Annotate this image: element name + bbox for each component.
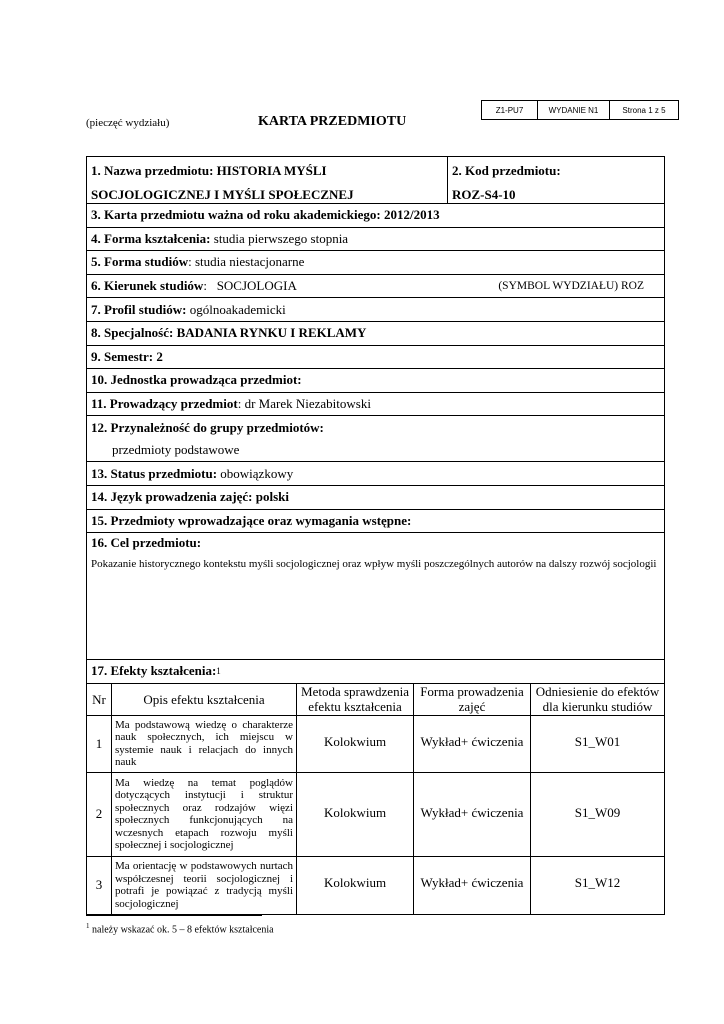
- page-title: KARTA PRZEDMIOTU: [258, 114, 407, 129]
- header-form: Forma prowadzenia zajęć: [414, 684, 531, 715]
- subject-group-value: przedmioty podstawowe: [112, 441, 240, 457]
- footnote-ref: 1: [216, 666, 221, 677]
- footnote: [86, 922, 274, 935]
- row-valid-from: [87, 204, 664, 228]
- table-row: [87, 773, 664, 857]
- row-unit: [87, 369, 664, 393]
- lecturer-value: : dr Marek Niezabitowski: [237, 396, 371, 412]
- header-reference: Odniesienie do efektów dla kierunku studiów: [535, 684, 660, 715]
- learning-outcomes-label: 17. Efekty kształcenia:: [91, 663, 217, 679]
- effect-reference: S1_W12: [574, 874, 621, 890]
- row-study-form: [87, 251, 664, 275]
- course-name-line2: SOCJOLOGICZNEJ I MYŚLI SPOŁECZNEJ: [91, 187, 354, 202]
- course-goal-text: Pokazanie historycznego kontekstu myśli socjologicznej oraz wpływ myśli poszczególnych autorów na dalszy rozwój socjologii: [91, 558, 657, 571]
- effect-reference: S1_W09: [574, 804, 621, 820]
- effect-nr: 2: [87, 773, 112, 856]
- row-education-form: [87, 228, 664, 252]
- profile-label: 7. Profil studiów:: [91, 301, 187, 317]
- row-field-of-study: [87, 275, 664, 299]
- table-row: [87, 857, 664, 914]
- effect-nr: 1: [87, 716, 112, 772]
- effect-description: Ma wiedzę na temat poglądów dotyczących instytucji i struktur społecznych oraz rodzajów więzi społecznych funkcjonujących na wczesnych etapach rozwoju myśli społecznej i socjologicznej: [112, 773, 297, 856]
- doc-code: Z1-PU7: [482, 101, 538, 119]
- effect-method: Kolokwium: [297, 773, 414, 856]
- study-form-value: : studia niestacjonarne: [188, 254, 305, 270]
- row-study-profile: [87, 298, 664, 322]
- row-course-name: [87, 157, 664, 204]
- course-code-value: ROZ-S4-10: [452, 187, 516, 202]
- footnote-divider: [86, 915, 262, 916]
- footnote-text: należy wskazać ok. 5 – 8 efektów kształcenia: [89, 924, 274, 936]
- row-lecturer: [87, 393, 664, 417]
- effect-description: Ma podstawową wiedzę o charakterze nauk społecznych, ich miejscu w systemie nauk i relacjach do innych nauk: [112, 716, 297, 772]
- field-label: 6. Kierunek studiów: [91, 278, 204, 294]
- unit-text: 10. Jednostka prowadząca przedmiot:: [91, 372, 302, 388]
- status-label: 13. Status przedmiotu:: [91, 465, 218, 481]
- header-method: Metoda sprawdzenia efektu kształcenia: [297, 684, 414, 715]
- specialization-text: 8. Specjalność: BADANIA RYNKU I REKLAMY: [91, 325, 367, 341]
- row-semester: [87, 346, 664, 370]
- row-status: [87, 462, 664, 486]
- course-code-label: 2. Kod przedmiotu:: [452, 163, 561, 178]
- header-description: Opis efektu kształcenia: [112, 684, 297, 715]
- effect-method: Kolokwium: [297, 857, 414, 914]
- effects-header: [87, 684, 664, 716]
- study-form-label: 5. Forma studiów: [91, 254, 189, 270]
- lecturer-label: 11. Prowadzący przedmiot: [91, 396, 238, 412]
- course-code-cell: [448, 157, 664, 203]
- header-nr: Nr: [87, 684, 112, 715]
- footnote-marker: 1: [86, 922, 90, 930]
- row-specialization: [87, 322, 664, 346]
- course-card-table: [86, 156, 665, 915]
- effect-form: Wykład+ ćwiczenia: [414, 716, 531, 772]
- edition: WYDANIE N1: [538, 101, 610, 119]
- document-id-box: [481, 100, 679, 120]
- table-row: [87, 716, 664, 773]
- course-name-cell: [87, 157, 448, 203]
- valid-from-text: 3. Karta przedmiotu ważna od roku akademickiego: 2012/2013: [91, 207, 440, 223]
- effect-form: Wykład+ ćwiczenia: [414, 857, 531, 914]
- faculty-stamp: (pieczęć wydziału): [86, 117, 170, 129]
- field-value: : SOCJOLOGIA: [203, 278, 297, 294]
- faculty-symbol: (SYMBOL WYDZIAŁU) ROZ: [498, 280, 644, 293]
- status-value: obowiązkowy: [217, 465, 294, 481]
- course-name-line1: 1. Nazwa przedmiotu: HISTORIA MYŚLI: [91, 163, 327, 178]
- semester-text: 9. Semestr: 2: [91, 348, 163, 364]
- row-prerequisites: [87, 510, 664, 534]
- profile-value: ogólnoakademicki: [186, 301, 286, 317]
- row-course-goal: [87, 533, 664, 660]
- effect-description: Ma orientację w podstawowych nurtach współczesnej teorii socjologicznej i potrafi je powiązać z tradycją myśli socjologicznej: [112, 857, 297, 914]
- row-learning-outcomes: [87, 660, 664, 684]
- prerequisites-text: 15. Przedmioty wprowadzające oraz wymagania wstępne:: [91, 512, 412, 528]
- language-text: 14. Język prowadzenia zajęć: polski: [91, 489, 289, 505]
- education-form-value: studia pierwszego stopnia: [210, 230, 349, 246]
- effect-method: Kolokwium: [297, 716, 414, 772]
- course-goal-label: 16. Cel przedmiotu:: [91, 535, 202, 551]
- page-number: Strona 1 z 5: [622, 105, 666, 115]
- row-language: [87, 486, 664, 510]
- education-form-label: 4. Forma kształcenia:: [91, 230, 211, 246]
- effect-form: Wykład+ ćwiczenia: [414, 773, 531, 856]
- effect-reference: S1_W01: [574, 733, 621, 749]
- subject-group-label: 12. Przynależność do grupy przedmiotów:: [91, 419, 324, 435]
- row-subject-group: [87, 416, 664, 462]
- effect-nr: 3: [87, 857, 112, 914]
